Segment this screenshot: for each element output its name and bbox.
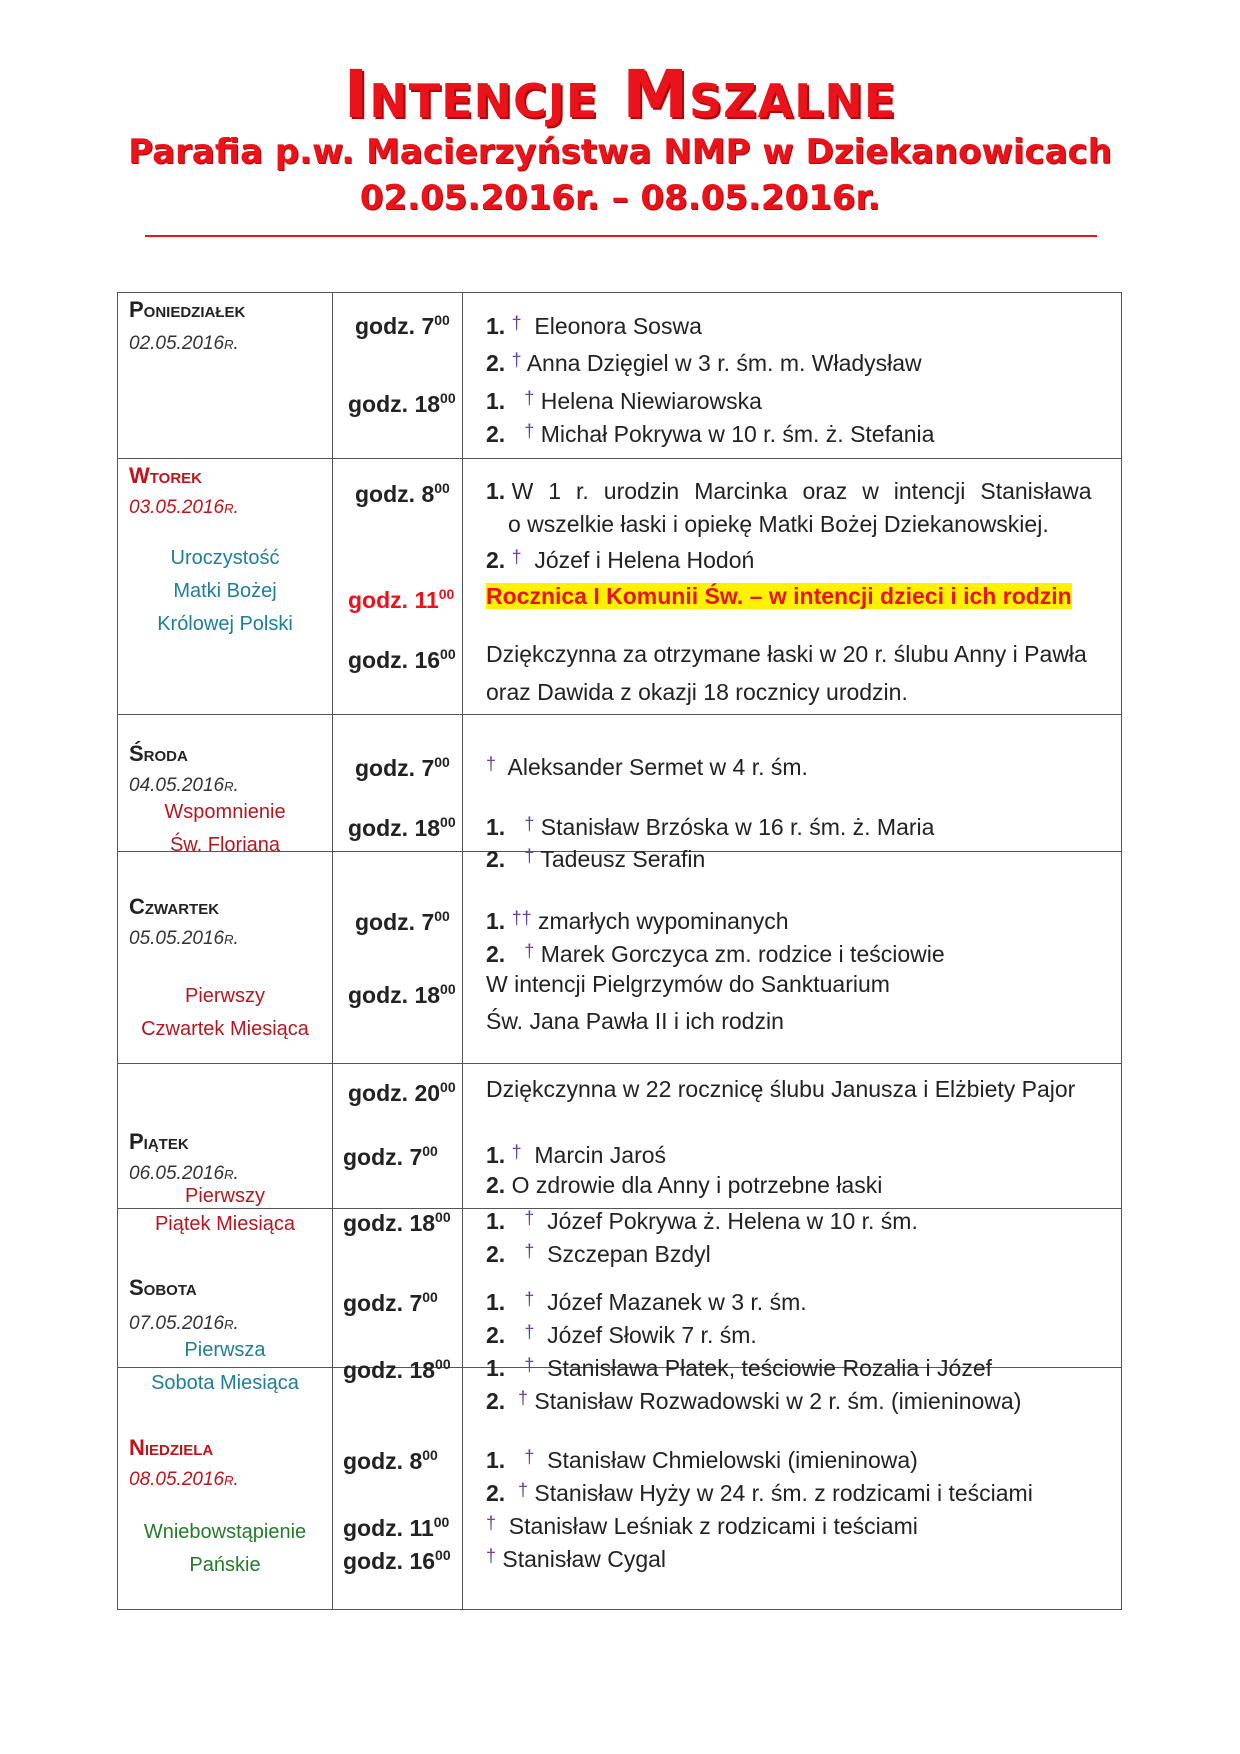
cross-icon: †	[524, 1447, 535, 1467]
intention-line: Dziękczynna w 22 rocznicę ślubu Janusza i Elżbiety Pajor	[486, 1076, 1076, 1102]
intention-line: 1. † Stanisław Chmielowski (imieninowa)	[486, 1447, 918, 1473]
day-date: 05.05.2016r.	[129, 928, 239, 949]
intention-line: 1. † Stanisław Brzóska w 16 r. śm. ż. Maria	[486, 814, 935, 840]
mass-hour: godz. $16^{00}$	[343, 1547, 451, 1574]
intention-line: 1. † Stanisława Płatek, teściowie Rozalia i Józef	[486, 1355, 993, 1381]
mass-hour: godz. $18^{00}$	[348, 390, 456, 417]
column-divider	[332, 293, 333, 1609]
intention-line: 1. † Eleonora Soswa	[486, 313, 702, 339]
feast-label: Pierwsza Sobota Miesiąca	[151, 1339, 299, 1394]
header-divider	[145, 235, 1097, 237]
highlighted-intention: Rocznica I Komunii Św. – w intencji dzieci i ich rodzin	[486, 583, 1072, 609]
mass-hour: godz. $11^{00}$	[348, 586, 455, 613]
intention-line: 1. † Józef Pokrywa ż. Helena w 10 r. śm.	[486, 1208, 918, 1234]
feast-label: Pierwszy Piątek Miesiąca	[154, 1185, 296, 1235]
feast-label: Uroczystość Matki Bożej Królowej Polski	[157, 547, 293, 635]
cross-icon: †	[524, 941, 535, 961]
intention-line	[486, 582, 1072, 610]
day-name: Niedziela	[129, 1435, 214, 1460]
intention-line: 2. † Marek Gorczyca zm. rodzice i teściowie	[486, 941, 945, 967]
day-date: 07.05.2016r.	[129, 1313, 239, 1334]
cross-icon: †	[517, 1388, 528, 1408]
intention-line: o wszelkie łaski i opiekę Matki Bożej Dziekanowskiej.	[508, 511, 1049, 537]
intention-line: 2. † Michał Pokrywa w 10 r. śm. ż. Stefania	[486, 421, 935, 447]
intention-line: 1. † Marcin Jaroś	[486, 1142, 667, 1168]
day-date: 04.05.2016r.	[129, 775, 239, 796]
row-divider	[118, 458, 1121, 459]
cross-icon: †	[524, 1322, 535, 1342]
intention-line: † Stanisław Cygal	[486, 1546, 667, 1572]
row-divider	[118, 714, 1121, 715]
mass-hour: godz. $20^{00}$	[348, 1079, 456, 1106]
mass-hour: godz. $7^{00}$	[343, 1289, 438, 1316]
day-name: Wtorek	[129, 463, 202, 488]
cross-icon: †	[486, 1546, 497, 1566]
feast-label: Wniebowstąpienie Pańskie	[143, 1521, 307, 1576]
intention-line: 2. O zdrowie dla Anny i potrzebne łaski	[486, 1172, 883, 1198]
mass-hour: godz. $18^{00}$	[343, 1209, 451, 1236]
day-name: Czwartek	[129, 894, 220, 919]
cross-icon: †	[524, 814, 535, 834]
mass-hour: godz. $16^{00}$	[348, 646, 456, 673]
cross-icon: †	[486, 754, 497, 774]
day-date: 08.05.2016r.	[129, 1469, 239, 1490]
intention-line: Św. Jana Pawła II i ich rodzin	[486, 1008, 784, 1034]
mass-hour: godz. $18^{00}$	[343, 1356, 451, 1383]
cross-icon: ††	[511, 908, 532, 928]
day-name: Sobota	[129, 1275, 197, 1300]
cross-icon: †	[524, 1355, 535, 1375]
mass-hour: godz. $8^{00}$	[355, 480, 450, 507]
day-name: Poniedziałek	[129, 297, 246, 322]
intention-line: 2. † Stanisław Hyży w 24 r. śm. z rodzicami i teściami	[486, 1480, 1033, 1506]
mass-hour: godz. $7^{00}$	[343, 1143, 438, 1170]
intention-line: oraz Dawida z okazji 18 rocznicy urodzin.	[486, 679, 908, 705]
day-name: Piątek	[129, 1129, 189, 1154]
date-range: 02.05.2016r. – 08.05.2016r.	[359, 178, 881, 218]
mass-hour: godz. $7^{00}$	[355, 754, 450, 781]
row-divider	[118, 1063, 1121, 1064]
cross-icon: †	[511, 547, 522, 567]
cross-icon: †	[486, 1513, 497, 1533]
day-name: Środa	[129, 741, 188, 766]
cross-icon: †	[524, 388, 535, 408]
intention-line: W intencji Pielgrzymów do Sanktuarium	[486, 971, 890, 997]
mass-hour: godz. $11^{00}$	[343, 1514, 450, 1541]
cross-icon: †	[524, 421, 535, 441]
cross-icon: †	[524, 1289, 535, 1309]
cross-icon: †	[511, 1142, 522, 1162]
intention-line: Dziękczynna za otrzymane łaski w 20 r. ślubu Anny i Pawła	[486, 641, 1087, 667]
day-date: 03.05.2016r.	[129, 497, 239, 518]
intention-line: 2. † Szczepan Bzdyl	[486, 1241, 711, 1267]
intention-line: 1. W 1 r. urodzin Marcinka oraz w intencji Stanisława	[486, 478, 1092, 504]
intention-line: 1. † Józef Mazanek w 3 r. śm.	[486, 1289, 807, 1315]
mass-hour: godz. $18^{00}$	[348, 814, 456, 841]
cross-icon: †	[511, 350, 522, 370]
column-divider	[462, 293, 463, 1609]
intention-line: 2. † Józef i Helena Hodoń	[486, 547, 755, 573]
cross-icon: †	[524, 1208, 535, 1228]
cross-icon: †	[524, 1241, 535, 1261]
intention-line: 2. † Tadeusz Serafin	[486, 846, 706, 872]
parish-name: Parafia p.w. Macierzyństwa NMP w Dziekanowicach	[128, 132, 1112, 172]
feast-label: Pierwszy Czwartek Miesiąca	[141, 985, 309, 1040]
mass-hour: godz. $7^{00}$	[355, 908, 450, 935]
cross-icon: †	[517, 1480, 528, 1500]
mass-hour: godz. $7^{00}$	[355, 312, 450, 339]
mass-hour: godz. $8^{00}$	[343, 1447, 438, 1474]
mass-hour: godz. $18^{00}$	[348, 981, 456, 1008]
cross-icon: †	[511, 313, 522, 333]
intention-line: 2. † Anna Dzięgiel w 3 r. śm. m. Władysław	[486, 350, 922, 376]
intention-line: 1. † Helena Niewiarowska	[486, 388, 762, 414]
page-title: Intencje Mszalne	[343, 56, 897, 133]
intention-line: 2. † Stanisław Rozwadowski w 2 r. śm. (imieninowa)	[486, 1388, 1022, 1414]
intention-line: 1. †† zmarłych wypominanych	[486, 908, 789, 934]
intention-line: 2. † Józef Słowik 7 r. śm.	[486, 1322, 757, 1348]
cross-icon: †	[524, 846, 535, 866]
feast-label: Wspomnienie Św. Floriana	[164, 801, 286, 856]
intention-line: † Stanisław Leśniak z rodzicami i teściami	[486, 1513, 918, 1539]
intention-line: † Aleksander Sermet w 4 r. śm.	[486, 754, 808, 780]
day-date: 02.05.2016r.	[129, 333, 239, 354]
day-date: 06.05.2016r.	[129, 1163, 239, 1184]
